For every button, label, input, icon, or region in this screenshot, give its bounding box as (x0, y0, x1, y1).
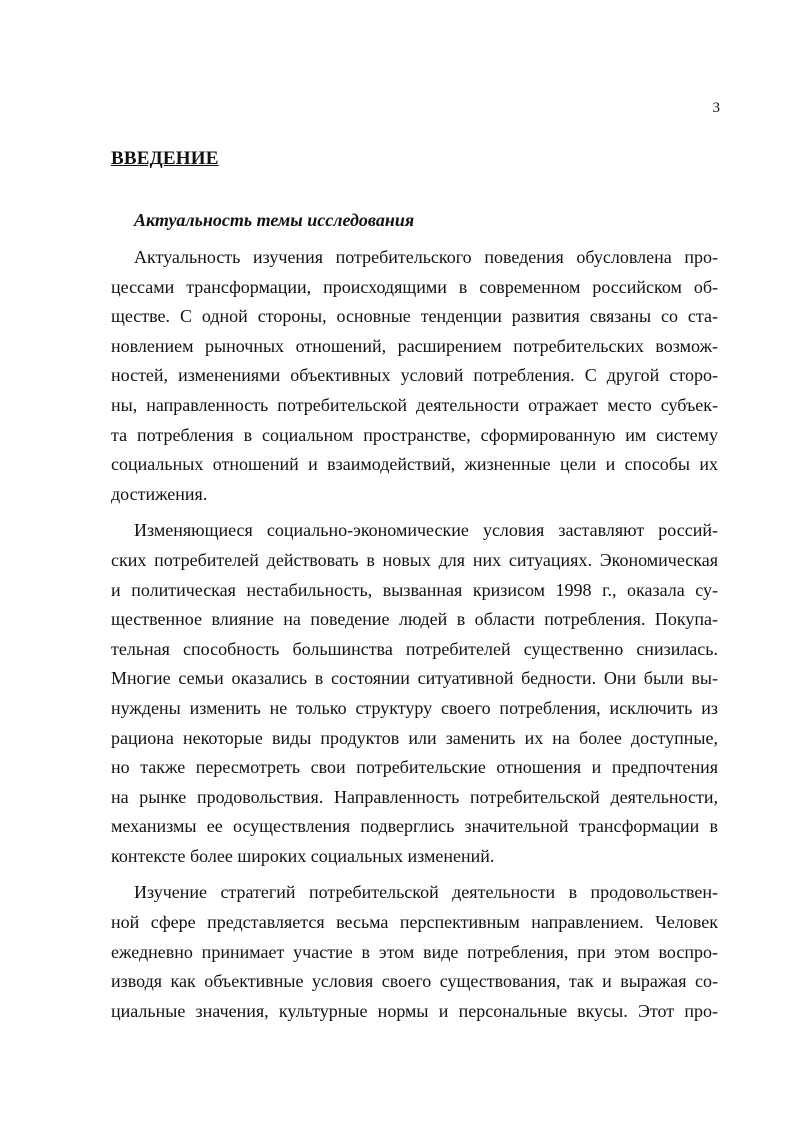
text-line: Многие семьи оказались в состоянии ситуативной бедности. Они были вы- (111, 668, 718, 689)
text-line: циальные значения, культурные нормы и персональные вкусы. Этот про- (111, 1000, 718, 1021)
text-line: и политическая нестабильность, вызванная кризисом 1998 г., оказала су- (111, 579, 718, 600)
text-line: щественное влияние на поведение людей в области потребления. Покупа- (111, 609, 718, 630)
text-line: социальных отношений и взаимодействий, жизненные цели и способы их (111, 454, 718, 475)
text-line: Актуальность изучения потребительского поведения обусловлена про- (134, 247, 718, 267)
text-line: та потребления в социальном пространстве, сформированную им систему (111, 424, 718, 445)
paragraph (111, 243, 718, 509)
text-line: механизмы ее осуществления подверглись значительной трансформации в (111, 816, 718, 837)
subsection-heading: Актуальность темы исследования (134, 210, 415, 230)
text-line: ежедневно принимает участие в этом виде потребления, при этом воспро- (111, 941, 718, 962)
text-line: контексте более широких социальных изменений. (111, 845, 495, 866)
text-line: ной сфере представляется весьма перспективным направлением. Человек (111, 912, 718, 933)
text-line: изводя как объективные условия своего существования, так и выражая со- (111, 971, 718, 992)
text-line: Изучение стратегий потребительской деятельности в продовольствен- (134, 882, 718, 903)
paragraph (111, 878, 718, 1026)
paragraph (111, 516, 718, 871)
text-line: Изменяющиеся социально-экономические условия заставляют россий- (134, 520, 718, 541)
text-line: ностей, изменениями объективных условий потребления. С другой сторо- (111, 365, 718, 386)
text-line: цессами трансформации, происходящими в современном российском об- (111, 276, 718, 297)
text-line: нуждены изменить не только структуру своего потребления, исключить из (111, 697, 718, 718)
text-line: ны, направленность потребительской деятельности отражает место субъек- (111, 394, 718, 415)
text-line: на рынке продовольствия. Направленность потребительской деятельности, (111, 786, 718, 807)
text-line: ских потребителей действовать в новых для них ситуациях. Экономическая (111, 549, 718, 570)
body-text (111, 243, 718, 1033)
text-line: рациона некоторые виды продуктов или заменить их на более доступные, (111, 727, 718, 748)
page-number: 3 (712, 100, 720, 116)
text-line: ществе. С одной стороны, основные тенденции развития связаны со ста- (111, 306, 718, 327)
text-line: достижения. (111, 483, 208, 504)
text-line: но также пересмотреть свои потребительские отношения и предпочтения (111, 757, 718, 778)
text-line: тельная способность большинства потребителей существенно снизилась. (111, 638, 718, 659)
section-heading: ВВЕДЕНИЕ (111, 148, 219, 169)
text-line: новлением рыночных отношений, расширением потребительских возмож- (111, 335, 718, 356)
